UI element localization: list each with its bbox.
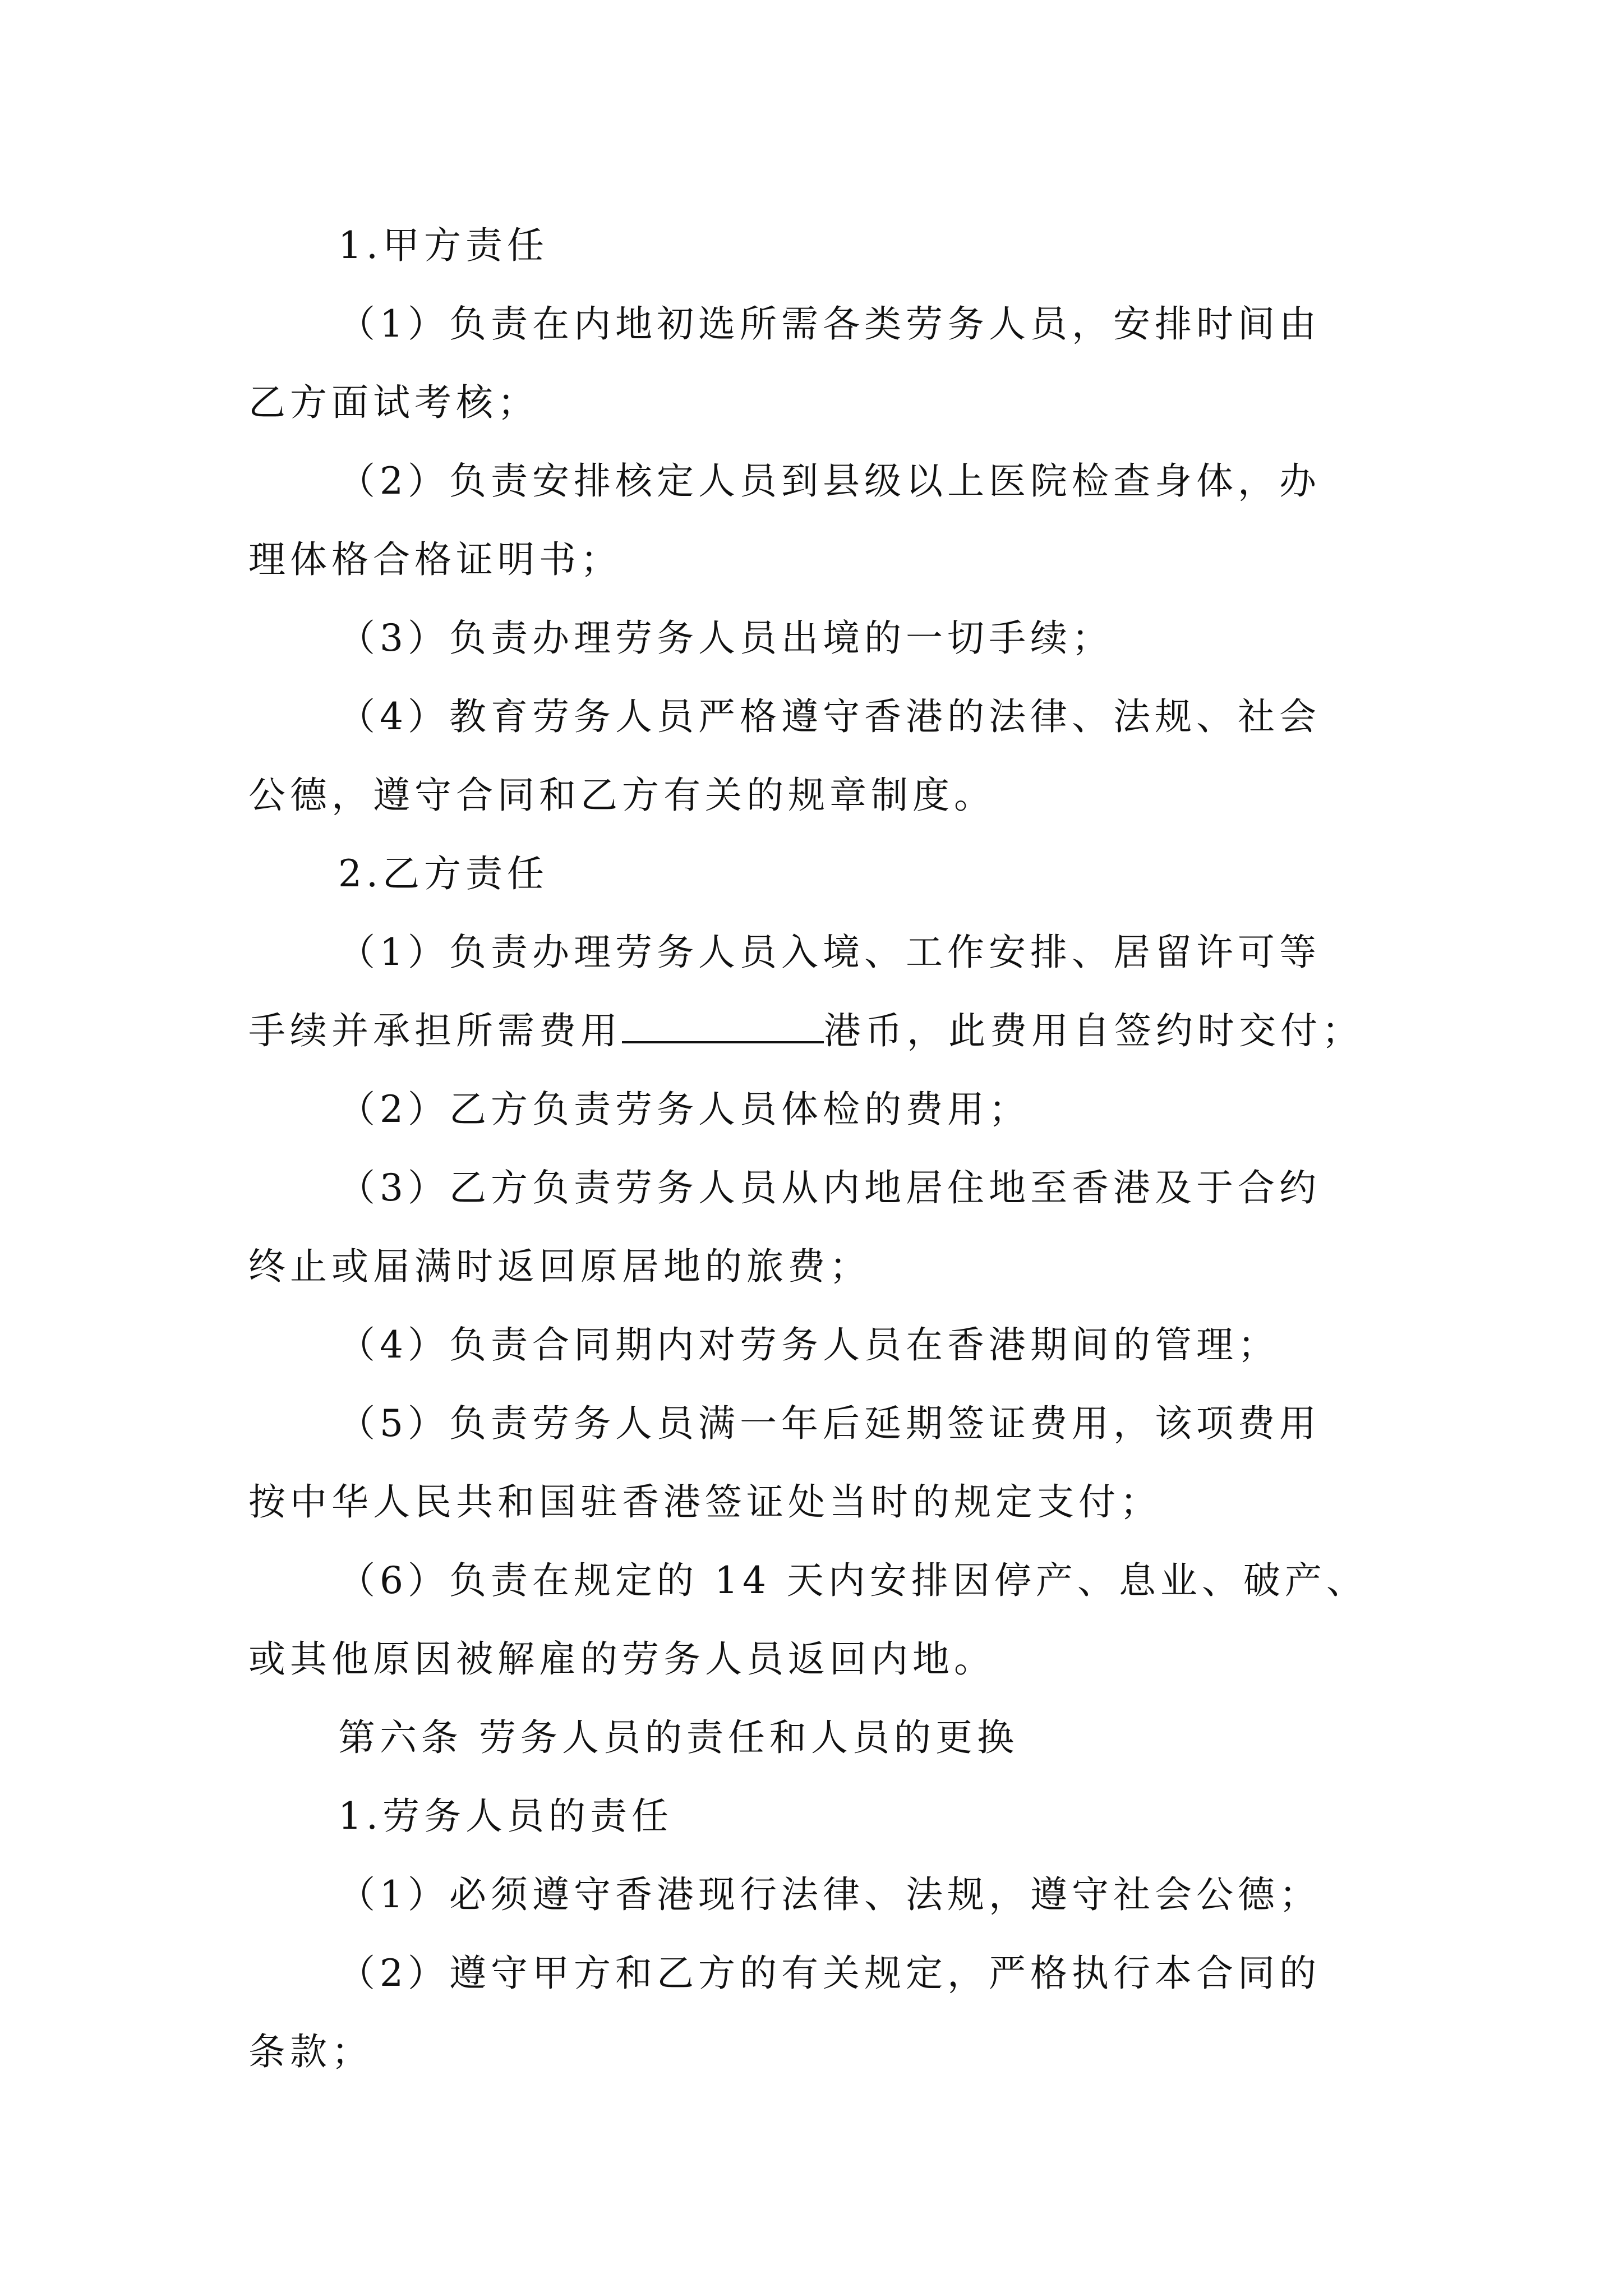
document-body — [248, 206, 1398, 2091]
paragraph-line: （3）乙方负责劳务人员从内地居住地至香港及于合约 — [338, 1166, 1321, 1209]
paragraph-line: （1）负责在内地初选所需各类劳务人员，安排时间由 — [338, 302, 1321, 346]
paragraph-line: 公德，遵守合同和乙方有关的规章制度。 — [248, 774, 995, 817]
paragraph-line: 按中华人民共和国驻香港签证处当时的规定支付； — [248, 1480, 1161, 1524]
paragraph-line: （4）教育劳务人员严格遵守香港的法律、法规、社会 — [338, 695, 1321, 738]
paragraph-line: （2）遵守甲方和乙方的有关规定，严格执行本合同的 — [338, 1952, 1321, 1995]
paragraph-line-with-blank — [248, 992, 1398, 1070]
article-heading: 第六条 劳务人员的责任和人员的更换 — [338, 1716, 1018, 1759]
paragraph-line: （1）必须遵守香港现行法律、法规，遵守社会公德； — [338, 1873, 1321, 1916]
section-heading-worker: 1.劳务人员的责任 — [338, 1795, 673, 1838]
paragraph-line: （1）负责办理劳务人员入境、工作安排、居留许可等 — [338, 931, 1321, 974]
fill-in-blank — [622, 1007, 824, 1043]
text-before-blank: 手续并承担所需费用 — [248, 1009, 622, 1052]
paragraph-line: （4）负责合同期内对劳务人员在香港期间的管理； — [338, 1323, 1279, 1366]
paragraph-line: （3）负责办理劳务人员出境的一切手续； — [338, 616, 1113, 660]
paragraph-line: 理体格合格证明书； — [248, 538, 622, 581]
paragraph-line: （2）乙方负责劳务人员体检的费用； — [338, 1088, 1030, 1131]
section-heading-party-a: 1.甲方责任 — [338, 224, 548, 267]
paragraph-line: （6）负责在规定的 14 天内安排因停产、息业、破产、 — [338, 1559, 1368, 1602]
paragraph-line: 乙方面试考核； — [248, 381, 539, 424]
paragraph-line: （2）负责安排核定人员到县级以上医院检查身体，办 — [338, 459, 1321, 503]
section-heading-party-b: 2.乙方责任 — [338, 852, 548, 895]
text-after-blank: 港币，此费用自签约时交付； — [824, 1009, 1363, 1052]
paragraph-line: （5）负责劳务人员满一年后延期签证费用，该项费用 — [338, 1402, 1321, 1445]
paragraph-line: 终止或届满时返回原居地的旅费； — [248, 1245, 871, 1288]
paragraph-line: 条款； — [248, 2030, 373, 2073]
paragraph-line: 或其他原因被解雇的劳务人员返回内地。 — [248, 1637, 995, 1681]
